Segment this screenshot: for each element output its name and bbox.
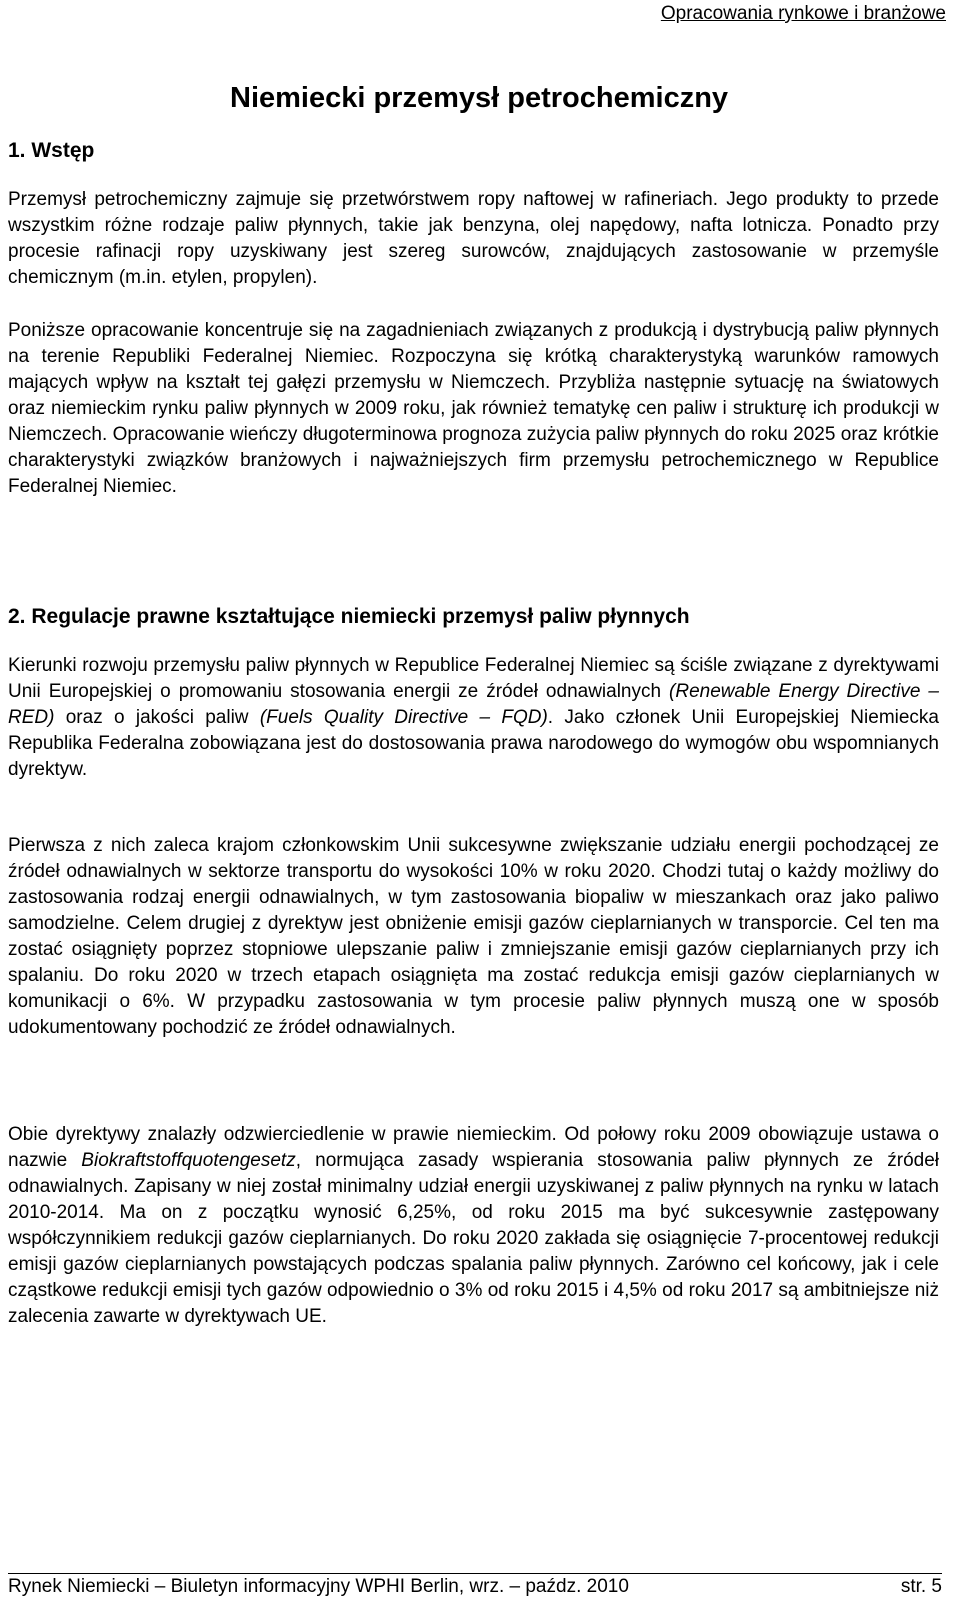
text-run: oraz o jakości paliw — [54, 707, 260, 728]
text-run: Kierunki rozwoju przemysłu paliw płynnych w Republice Federalnej Niemiec są ściśle związane z dyrektywami Unii Europejskiej o promowaniu stosowania energii ze źródeł odnawialnych — [8, 655, 939, 702]
document-title: Niemiecki przemysł petrochemiczny — [230, 82, 729, 114]
section-heading-intro: 1. Wstęp — [8, 139, 95, 162]
running-header-text: Opracowania rynkowe i branżowe — [660, 3, 946, 24]
text-run: , normująca zasady wspierania stosowania paliw płynnych ze źródeł odnawialnych. Zapisany w niej został minimalny udział energii uzyskiwanej z paliw płynnych na rynku w latach 2010-2014. Ma on z początku wynosić 6,25%, od roku 2015 ma być sukcesywnie zastępowany współczynnikiem redukcji gazów cieplarnianych. Do roku 2020 zakłada się osiągnięcie 7-procentowej redukcji emisji gazów cieplarnianych powstających podczas spalania paliw płynnych. Zarówno cel końcowy, jak i cele cząstkowe redukcji emisji tych gazów odpowiednio o 3% od roku 2015 i 4,5% od roku 2017 są ambitniejsze niż zalecenia zawarte w dyrektywach UE. — [8, 1150, 940, 1327]
section-heading-regulations: 2. Regulacje prawne kształtujące niemiecki przemysł paliw płynnych — [8, 605, 690, 628]
italic-run: Biokraftstoffquotengesetz — [81, 1150, 296, 1171]
paragraph-regulations-3 — [8, 1122, 939, 1330]
italic-run: (Fuels Quality Directive – FQD) — [259, 707, 548, 728]
paragraph-regulations-2: Pierwsza z nich zaleca krajom członkowskim Unii sukcesywne zwiększanie udziału energii pochodzącej ze źródeł odnawialnych w sektorze transportu do wysokości 10% w roku 2020. Chodzi tutaj o każdy możliwy do zastosowania rodzaj energii odnawialnych, w tym zastosowania biopaliw w mieszankach oraz jako paliwo samodzielne. Celem drugiej z dyrektyw jest obniżenie emisji gazów cieplarnianych w transporcie. Cel ten ma zostać osiągnięty poprzez stopniowe ulepszanie paliw i zmniejszanie emisji gazów cieplarnianych przy ich spalaniu. Do roku 2020 w trzech etapach osiągnięta ma zostać redukcja emisji gazów cieplarnianych w komunikacji o 6%. W przypadku zastosowania w tym procesie paliw płynnych muszą one w sposób udokumentowany pochodzić ze źródeł odnawialnych. — [8, 835, 939, 1038]
paragraph-regulations-1 — [8, 653, 939, 783]
italic-run: (Renewable Energy Directive – RED) — [8, 681, 939, 728]
footer-publication: Rynek Niemiecki – Biuletyn informacyjny WPHI Berlin, wrz. – paźdz. 2010 — [8, 1576, 629, 1597]
footer-page-number: str. 5 — [900, 1576, 942, 1597]
paragraph-intro-2: Poniższe opracowanie koncentruje się na zagadnieniach związanych z produkcją i dystrybucją paliw płynnych na terenie Republiki Federalnej Niemiec. Rozpoczyna się krótką charakterystyką warunków ramowych mających wpływ na kształt tej gałęzi przemysłu w Niemczech. Przybliża następnie sytuację na światowych oraz niemieckim rynku paliw płynnych w 2009 roku, jak również tematykę cen paliw i strukturę ich produkcji w Niemczech. Opracowanie wieńczy długoterminowa prognoza zużycia paliw płynnych do roku 2025 oraz krótkie charakterystyki związków branżowych i najważniejszych firm przemysłu petrochemicznego w Republice Federalnej Niemiec. — [8, 320, 939, 497]
paragraph-intro-1: Przemysł petrochemiczny zajmuje się przetwórstwem ropy naftowej w rafineriach. Jego produkty to przede wszystkim różne rodzaje paliw płynnych, takie jak benzyna, olej napędowy, nafta lotnicza. Ponadto przy procesie rafinacji ropy uzyskiwany jest szereg surowców, znajdujących zastosowanie w przemyśle chemicznym (m.in. etylen, propylen). — [8, 189, 939, 288]
footer-divider — [8, 1573, 942, 1574]
text-run: . Jako członek Unii Europejskiej Niemiecka Republika Federalna zobowiązana jest do dostosowania prawa narodowego do wymogów obu wspomnianych dyrektyw. — [8, 707, 939, 780]
text-run: Obie dyrektywy znalazły odzwierciedlenie w prawie niemieckim. Od połowy roku 2009 obowiązuje ustawa o nazwie — [8, 1124, 939, 1171]
running-header — [661, 2, 946, 26]
